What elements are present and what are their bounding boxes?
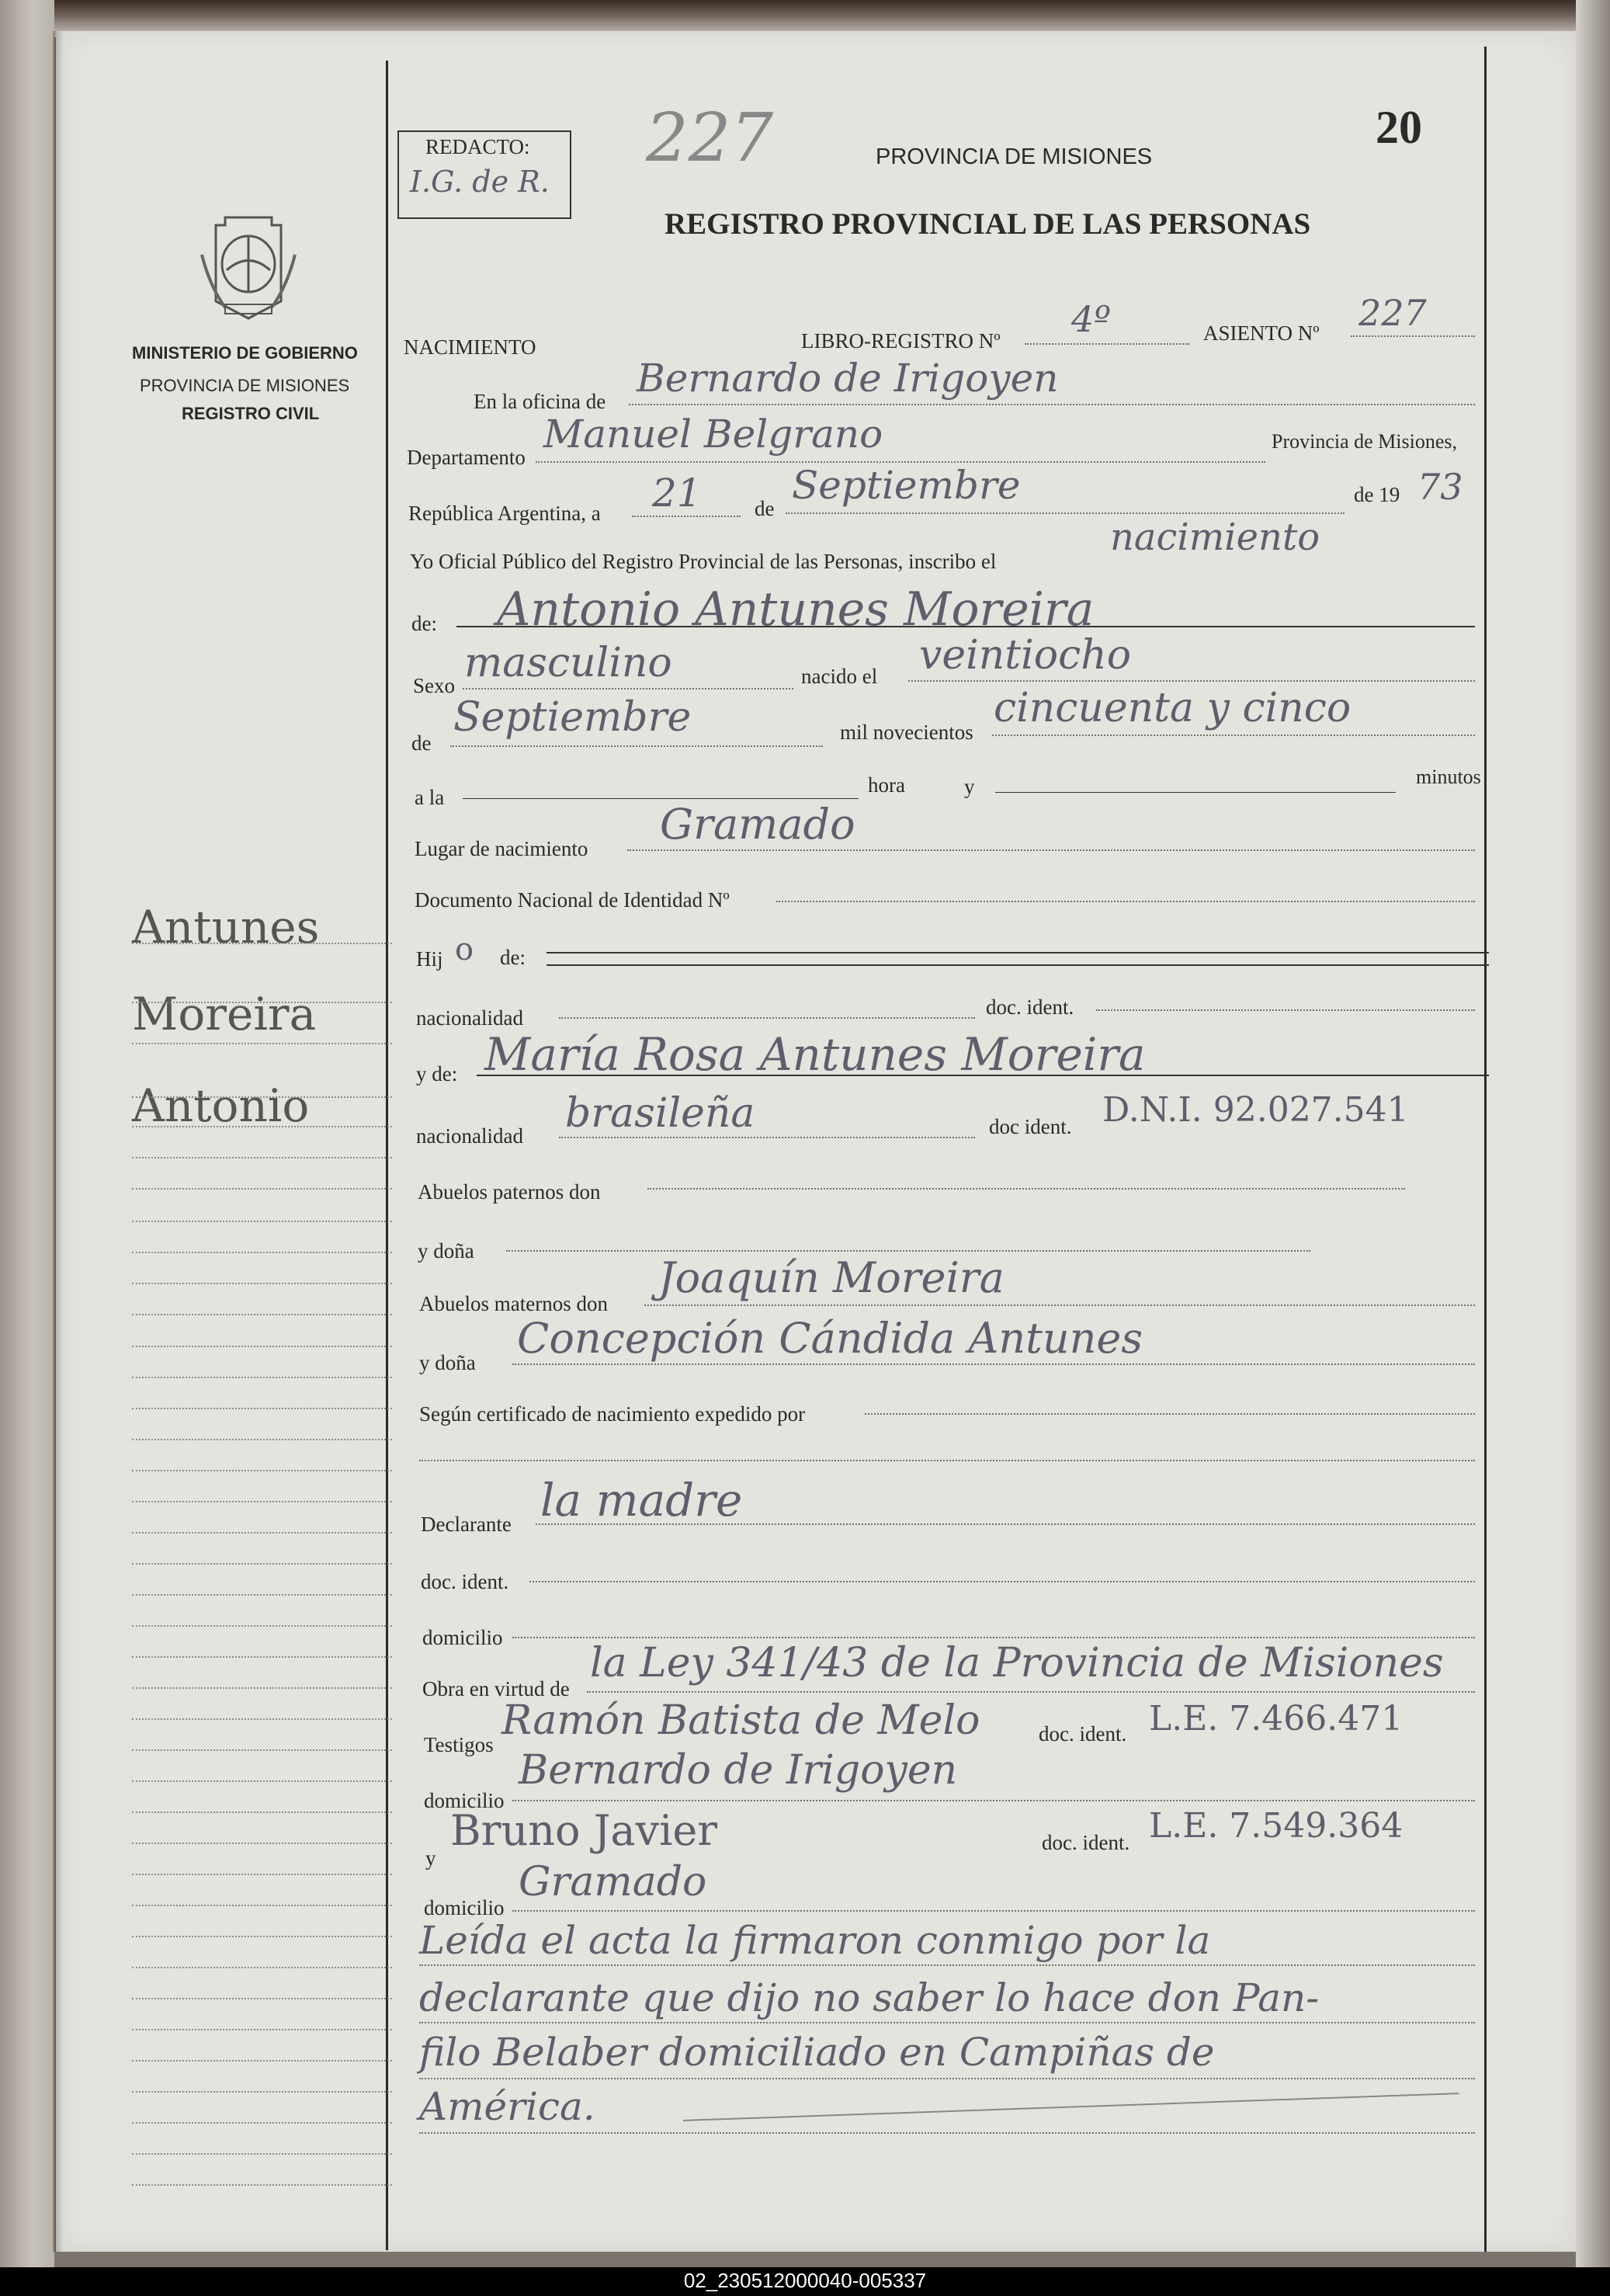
oficina-value: Bernardo de Irigoyen — [637, 356, 1059, 401]
margin-given-name: Antonio — [132, 1079, 310, 1132]
redacto-box — [397, 130, 571, 219]
margin-column-line — [386, 61, 388, 2250]
margin-province: PROVINCIA DE MISIONES — [140, 376, 350, 395]
mother-doc-label: doc ident. — [989, 1115, 1072, 1138]
mother-doc-value: D.N.I. 92.027.541 — [1102, 1090, 1409, 1130]
testigos-label: Testigos — [424, 1733, 494, 1756]
oficial-text: Yo Oficial Público del Registro Provincial de las Personas, inscribo el — [410, 550, 997, 573]
obra-value: la Ley 341/43 de la Provincia de Misiones — [590, 1640, 1444, 1686]
year-value: 73 — [1417, 466, 1463, 508]
province-heading: PROVINCIA DE MISIONES — [876, 144, 1153, 169]
redacto-value: I.G. de R. — [410, 165, 550, 199]
declarante-label: Declarante — [421, 1513, 512, 1536]
margin-surname-1: Antunes — [132, 901, 320, 953]
lugar-value: Gramado — [660, 800, 855, 849]
month-value: Septiembre — [792, 463, 1021, 508]
departamento-label: Departamento — [407, 446, 526, 469]
folio-number: 20 — [1376, 102, 1422, 153]
handwritten-record-number: 227 — [646, 99, 774, 177]
hijo-label: Hij — [416, 947, 443, 971]
mil-novecientos-label: mil novecientos — [840, 721, 973, 744]
father-nacionalidad-label: nacionalidad — [416, 1006, 523, 1030]
closing-line-2: declarante que dijo no saber lo hace don Pan- — [419, 1975, 1320, 2020]
y-de-label: y de: — [416, 1062, 458, 1085]
inscribe-value: nacimiento — [1110, 516, 1320, 559]
margin-surname-2: Moreira — [132, 988, 317, 1040]
mother-nacionalidad-label: nacionalidad — [416, 1124, 523, 1148]
hijo-suffix: o — [455, 932, 474, 967]
declarante-value: la madre — [540, 1474, 743, 1527]
father-doc-label: doc. ident. — [986, 995, 1074, 1019]
book-left-edge — [0, 0, 54, 2267]
abuela-paterna-label: y doña — [418, 1239, 474, 1263]
day-value: 21 — [652, 471, 702, 516]
abuela-materna-value: Concepción Cándida Antunes — [517, 1314, 1143, 1363]
departamento-value: Manuel Belgrano — [543, 412, 883, 457]
provincia-label: Provincia de Misiones, — [1272, 430, 1458, 453]
testigo-2-value: Bruno Javier — [450, 1806, 718, 1855]
testigo-2-doc-value: L.E. 7.549.364 — [1149, 1806, 1404, 1846]
domicilio-2-label: domicilio — [424, 1896, 505, 1919]
certificado-label: Según certificado de nacimiento expedido por — [419, 1402, 806, 1426]
testigo-2-doc-label: doc. ident. — [1042, 1831, 1130, 1854]
gutter-shadow — [53, 31, 64, 2252]
mother-name-value: María Rosa Antunes Moreira — [484, 1028, 1146, 1081]
abuelos-paternos-label: Abuelos paternos don — [418, 1180, 601, 1204]
hijo-de-label: de: — [500, 946, 526, 969]
testigo-1-doc-label: doc. ident. — [1039, 1722, 1127, 1745]
abuelos-maternos-label: Abuelos maternos don — [419, 1292, 608, 1315]
domicilio-2-value: Gramado — [519, 1859, 707, 1905]
nacido-label: nacido el — [801, 665, 878, 688]
birth-month-value: Septiembre — [453, 694, 692, 741]
child-name-value: Antonio Antunes Moreira — [497, 582, 1095, 637]
nacido-value: veintiocho — [919, 632, 1132, 679]
domicilio-1-label: domicilio — [424, 1789, 505, 1812]
sexo-label: Sexo — [413, 674, 455, 697]
asiento-label: ASIENTO Nº — [1203, 321, 1320, 345]
republica-label: República Argentina, a — [408, 502, 601, 525]
de-name-label: de: — [411, 612, 437, 635]
libro-value: 4º — [1071, 298, 1111, 340]
hora-label: hora — [868, 773, 905, 797]
margin-ministry: MINISTERIO DE GOBIERNO — [132, 343, 358, 363]
dni-label: Documento Nacional de Identidad Nº — [415, 888, 730, 912]
image-id-caption: 02_230512000040-005337 — [683, 2269, 927, 2292]
libro-label: LIBRO-REGISTRO Nº — [801, 329, 1001, 353]
closing-line-3: filo Belaber domiciliado en Campiñas de — [419, 2030, 1215, 2075]
abuela-materna-label: y doña — [419, 1351, 476, 1374]
sexo-value: masculino — [464, 640, 672, 686]
declarante-domicilio-label: domicilio — [422, 1626, 503, 1649]
oficina-label: En la oficina de — [474, 390, 606, 413]
closing-line-4: América. — [419, 2084, 595, 2129]
minutos-label: minutos — [1416, 766, 1481, 788]
abuelo-materno-value: Joaquín Moreira — [658, 1253, 1005, 1302]
mother-nacionalidad-value: brasileña — [565, 1090, 755, 1137]
provincial-seal-icon — [194, 208, 303, 325]
closing-line-1: Leída el acta la firmaron conmigo por la — [419, 1918, 1211, 1963]
book-right-edge — [1576, 0, 1610, 2267]
testigo-2-y-label: y — [425, 1846, 436, 1870]
right-border-line — [1484, 47, 1487, 2252]
registry-title: REGISTRO PROVINCIAL DE LAS PERSONAS — [664, 207, 1311, 241]
birth-year-value: cincuenta y cinco — [994, 685, 1351, 731]
de-label: de — [755, 497, 775, 520]
year-prefix: de 19 — [1354, 483, 1400, 506]
lugar-label: Lugar de nacimiento — [415, 837, 588, 860]
act-type-label: NACIMIENTO — [404, 335, 536, 359]
birth-de-label: de — [411, 731, 432, 755]
declarante-doc-label: doc. ident. — [421, 1570, 509, 1593]
testigo-1-doc-value: L.E. 7.466.471 — [1149, 1699, 1404, 1738]
domicilio-1-value: Bernardo de Irigoyen — [519, 1747, 958, 1794]
margin-civil-registry: REGISTRO CIVIL — [182, 404, 320, 423]
asiento-value: 227 — [1358, 292, 1427, 334]
redacto-label: REDACTO: — [425, 135, 530, 158]
a-la-label: a la — [415, 786, 445, 809]
obra-label: Obra en virtud de — [422, 1677, 570, 1700]
testigo-1-value: Ramón Batista de Melo — [501, 1697, 980, 1744]
y-label: y — [964, 775, 975, 798]
